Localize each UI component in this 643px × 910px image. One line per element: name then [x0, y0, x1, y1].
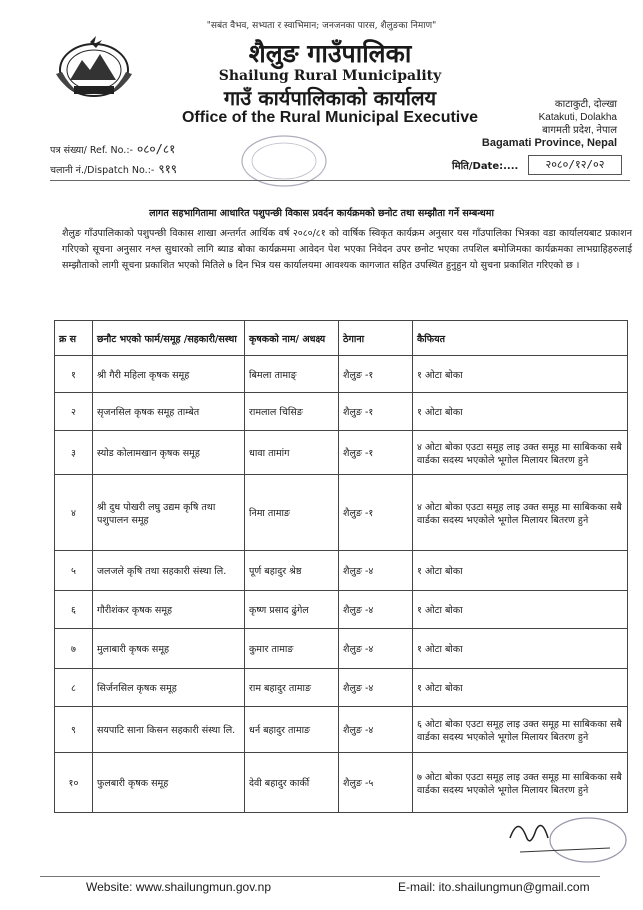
- cell-group: गौरीशंकर कृषक समूह: [93, 591, 245, 629]
- cell-address: शैलुङ -४: [339, 591, 413, 629]
- cell-name: बिमला तामाङ्: [245, 356, 339, 393]
- cell-address: शैलुङ -४: [339, 629, 413, 669]
- col-header-name: कृषकको नाम/ अधक्ष्य: [245, 321, 339, 356]
- cell-remarks: ४ ओटा बोका एउटा समूह लाइ उक्त समूह मा साबिकका सबै वार्डका सदस्य भएकोले भूगोल मिलायर बितरण हुने: [413, 431, 628, 475]
- cell-group: सयपाटि साना किसन सहकारी संस्था लि.: [93, 707, 245, 753]
- dispatch-value: ९१९: [158, 162, 178, 176]
- col-header-sn: क्र स: [55, 321, 93, 356]
- cell-remarks: ६ ओटा बोका एउटा समूह लाइ उक्त समूह मा साबिकका सबै वार्डका सदस्य भएकोले भूगोल मिलायर बितरण हुने: [413, 707, 628, 753]
- cell-address: शैलुङ -५: [339, 753, 413, 813]
- cell-name: कृष्ण प्रसाद ढुंगेल: [245, 591, 339, 629]
- cell-address: शैलुङ -४: [339, 707, 413, 753]
- cell-sn: ९: [55, 707, 93, 753]
- office-stamp: [238, 132, 330, 190]
- date-value: २०८०/१२/०२: [528, 155, 622, 175]
- cell-address: शैलुङ -४: [339, 551, 413, 591]
- office-name-nepali: गाउँ कार्यपालिकाको कार्यालय: [223, 86, 437, 110]
- municipality-name-nepali: शैलुङ गाउँपालिका: [248, 39, 412, 68]
- motto: "सबंत वैभव, सभ्यता र स्वाभिमान; जनजनका पारस, शैलुङका निमाण": [206, 21, 437, 31]
- footer-website: Website: www.shailungmun.gov.np: [86, 880, 271, 894]
- signature-stamp: [500, 808, 630, 870]
- cell-remarks: १ ओटा बोका: [413, 591, 628, 629]
- address-line: बागमती प्रदेश, नेपाल: [542, 125, 617, 136]
- dispatch-label: चलानी नं./Dispatch No.:-: [50, 165, 155, 176]
- table-row: [55, 431, 628, 475]
- table-header-row: [55, 321, 628, 356]
- ref-number: [50, 140, 175, 157]
- cell-remarks: १ ओटा बोका: [413, 669, 628, 707]
- cell-sn: ३: [55, 431, 93, 475]
- cell-group: श्री गैरी महिला कृषक समूह: [93, 356, 245, 393]
- col-header-address: ठेगाना: [339, 321, 413, 356]
- cell-remarks: ७ ओटा बोका एउटा समूह लाइ उक्त समूह मा साबिकका सबै वार्डका सदस्य भएकोले भूगोल मिलायर बितरण हुने: [413, 753, 628, 813]
- cell-group: स्योड कोलामखान कृषक समूह: [93, 431, 245, 475]
- cell-address: शैलुङ -१: [339, 393, 413, 431]
- municipality-name-english: Shailung Rural Municipality: [218, 68, 442, 84]
- cell-address: शैलुङ -१: [339, 475, 413, 551]
- table-row: [55, 707, 628, 753]
- cell-remarks: १ ओटा बोका: [413, 629, 628, 669]
- address-block: [482, 98, 617, 150]
- table-row: [55, 753, 628, 813]
- cell-group: फुलबारी कृषक समूह: [93, 753, 245, 813]
- table-row: [55, 669, 628, 707]
- cell-name: कुमार तामाङ: [245, 629, 339, 669]
- cell-name: राम बहादुर तामाङ: [245, 669, 339, 707]
- subject-line: लागत सहभागितामा आधारित पशुपन्छी विकास प्रवर्दन कार्यक्रमको छनोट तथा सम्झौता गर्ने सम्बन्धमा: [149, 208, 494, 219]
- office-name-english: Office of the Rural Municipal Executive: [181, 109, 479, 126]
- col-header-group: छनौट भएको फार्म/समूह /सहकारी/सस्था: [93, 321, 245, 356]
- cell-name: रामलाल चिसिङ: [245, 393, 339, 431]
- cell-name: देवी बहादुर कार्की: [245, 753, 339, 813]
- ref-label: पत्र संख्या/ Ref. No.:-: [50, 145, 133, 156]
- cell-name: धावा तामांग: [245, 431, 339, 475]
- table-row: [55, 475, 628, 551]
- cell-sn: २: [55, 393, 93, 431]
- table-row: [55, 551, 628, 591]
- cell-sn: ६: [55, 591, 93, 629]
- cell-sn: १०: [55, 753, 93, 813]
- beneficiary-table: [54, 320, 628, 813]
- footer-divider: [40, 876, 600, 877]
- dispatch-number: [50, 160, 177, 177]
- footer-email: E-mail: ito.shailungmun@gmail.com: [398, 880, 590, 894]
- cell-sn: ७: [55, 629, 93, 669]
- cell-group: सिर्जनसिल कृषक समूह: [93, 669, 245, 707]
- cell-group: श्री दुध पोखरी लघु उद्यम कृषि तथा पशुपालन समूह: [93, 475, 245, 551]
- cell-group: जलजले कृषि तथा सहकारी संस्था लि.: [93, 551, 245, 591]
- address-line: काटाकुटी, दोल्खा: [554, 99, 617, 110]
- address-line: Bagamati Province, Nepal: [481, 137, 617, 149]
- cell-name: धर्न बहादुर तामाङ: [245, 707, 339, 753]
- date-label: मिति/Date:....: [452, 161, 519, 172]
- cell-name: निमा तामाङ: [245, 475, 339, 551]
- cell-sn: ५: [55, 551, 93, 591]
- col-header-remarks: कैफियत: [413, 321, 628, 356]
- header-divider: [50, 180, 630, 181]
- cell-sn: ४: [55, 475, 93, 551]
- table-row: [55, 393, 628, 431]
- ref-value: ०८०/८१: [136, 142, 176, 156]
- cell-remarks: ४ ओटा बोका एउटा समूह लाइ उक्त समूह मा साबिकका सबै वार्डका सदस्य भएकोले भूगोल मिलायर बितरण हुने: [413, 475, 628, 551]
- cell-remarks: १ ओटा बोका: [413, 356, 628, 393]
- table-row: [55, 356, 628, 393]
- cell-name: पूर्ण बहादुर श्रेष्ठ: [245, 551, 339, 591]
- notice-body: शैलुङ गाँउपालिकाको पशुपन्छी विकास शाखा अन्तर्गत आर्थिक वर्ष २०८०/८१ को वार्षिक स्विकृत कार्यक्रम अनुसार यस गाँउपालिका भित्रका वडा कार्यालयबाट प्रकाशन गरिएको सूचना अनुसार नश्ल सुधारको लागि ब्याड बोका कार्यक्रममा आवेदन पेश भएका निवेदन उपर छनोट भएका तपशिल बमोजिमका कार्यक्रमका लाभग्राहिहरुलाई सम्झौताको लागी सूचना प्रकाशित भएको मितिले ७ दिन भित्र यस कार्यालयमा आवश्यक कागजात सहित उपस्थित हुनुहुन यो सुचना प्रकाशित गरिएको छ ।: [62, 228, 632, 271]
- cell-remarks: १ ओटा बोका: [413, 393, 628, 431]
- cell-sn: ८: [55, 669, 93, 707]
- cell-group: सृजनसिल कृषक समूह ताम्बेत: [93, 393, 245, 431]
- address-line: Katakuti, Dolakha: [538, 112, 617, 123]
- cell-group: मुलाबारी कृषक समूह: [93, 629, 245, 669]
- municipality-logo: [50, 34, 138, 102]
- table-row: [55, 591, 628, 629]
- cell-address: शैलुङ -१: [339, 356, 413, 393]
- cell-address: शैलुङ -१: [339, 431, 413, 475]
- cell-sn: १: [55, 356, 93, 393]
- table-row: [55, 629, 628, 669]
- cell-remarks: १ ओटा बोका: [413, 551, 628, 591]
- cell-address: शैलुङ -४: [339, 669, 413, 707]
